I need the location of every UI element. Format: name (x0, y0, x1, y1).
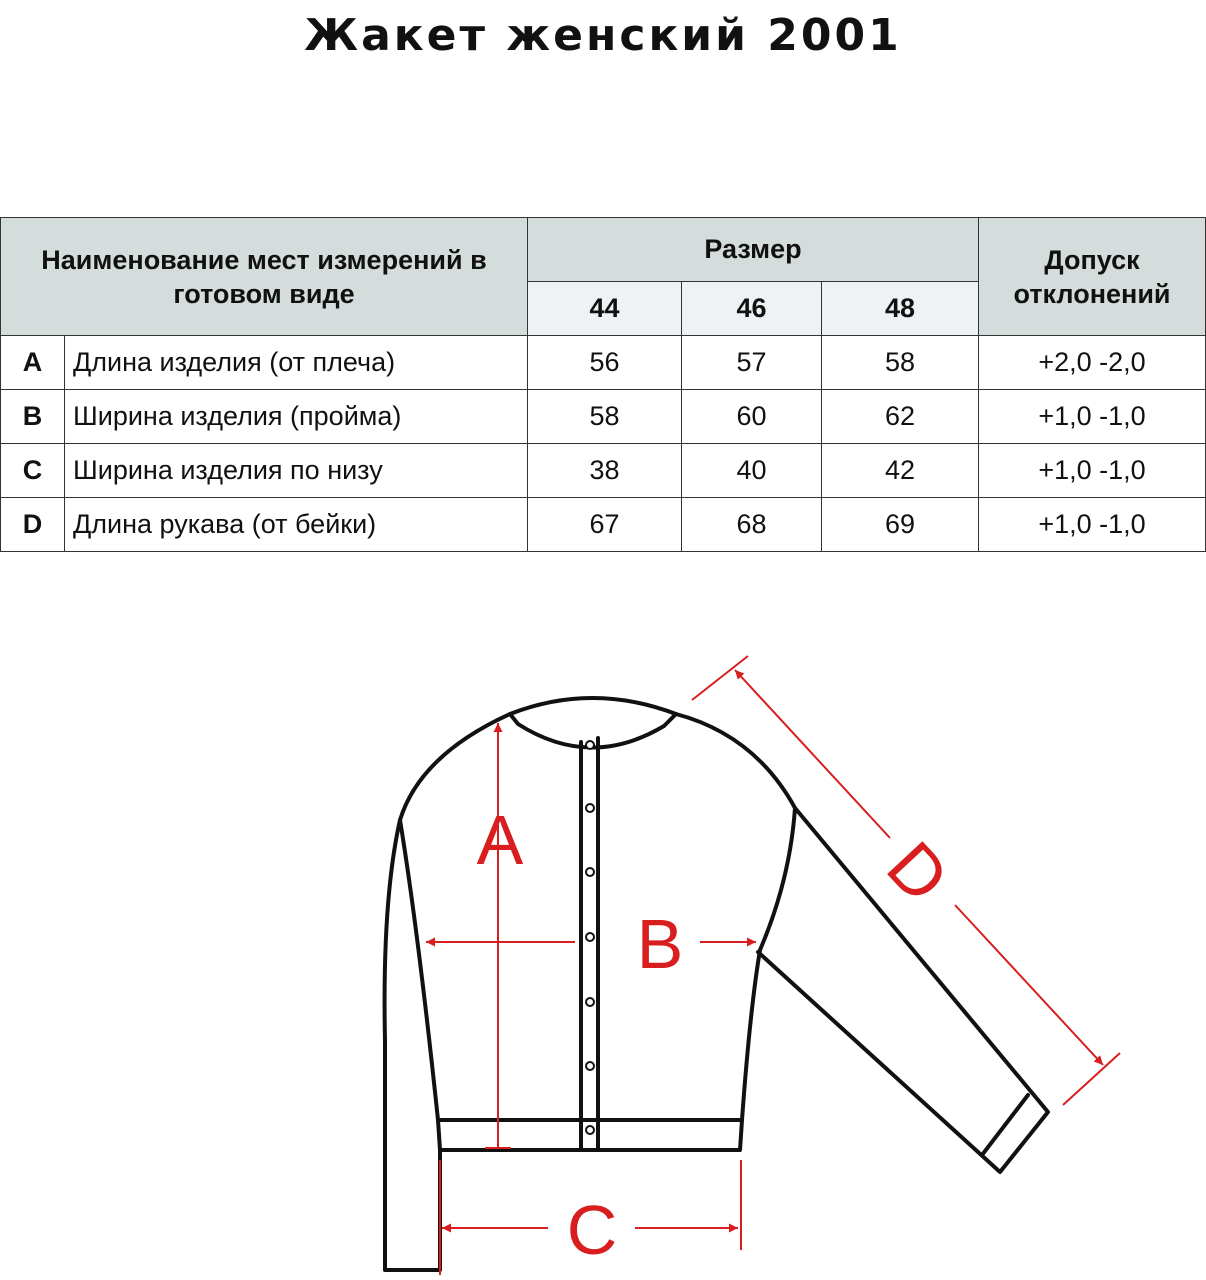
jacket-outline (385, 698, 1048, 1270)
jacket-measurement-diagram (0, 600, 1206, 1280)
header-size-48: 48 (822, 282, 979, 336)
table-row (1, 336, 1206, 390)
row-tolerance: +1,0 -1,0 (979, 444, 1206, 498)
button-icon (586, 933, 594, 941)
header-measurement-name: Наименование мест измерений в готовом виде (1, 218, 528, 336)
row-value: 62 (822, 390, 979, 444)
page-title: Жакет женский 2001 (304, 10, 902, 61)
measure-d-ext-top (692, 656, 748, 700)
row-value: 40 (682, 444, 822, 498)
row-name: Длина изделия (от плеча) (65, 336, 528, 390)
row-value: 38 (528, 444, 682, 498)
row-value: 42 (822, 444, 979, 498)
row-value: 58 (822, 336, 979, 390)
row-value: 58 (528, 390, 682, 444)
row-tolerance: +1,0 -1,0 (979, 390, 1206, 444)
row-name: Длина рукава (от бейки) (65, 498, 528, 552)
button-icon (586, 998, 594, 1006)
measure-d-ext-bottom (1063, 1053, 1120, 1105)
size-chart-table (0, 217, 1206, 552)
row-value: 56 (528, 336, 682, 390)
row-tolerance: +1,0 -1,0 (979, 498, 1206, 552)
button-icon (586, 1126, 594, 1134)
row-value: 57 (682, 336, 822, 390)
button-icon (586, 741, 594, 749)
measure-d-lower (955, 905, 1103, 1065)
button-icon (586, 868, 594, 876)
header-size-44: 44 (528, 282, 682, 336)
header-tolerance: Допуск отклонений (979, 218, 1206, 336)
row-letter: C (1, 444, 65, 498)
measure-label-d: D (872, 826, 964, 918)
buttons (586, 741, 594, 1134)
measure-d-upper (735, 670, 890, 838)
table-row (1, 390, 1206, 444)
header-size-46: 46 (682, 282, 822, 336)
row-value: 67 (528, 498, 682, 552)
measure-label-b: B (636, 905, 684, 983)
table-row (1, 498, 1206, 552)
row-letter: A (1, 336, 65, 390)
row-name: Ширина изделия по низу (65, 444, 528, 498)
table-row (1, 444, 1206, 498)
row-value: 60 (682, 390, 822, 444)
row-letter: D (1, 498, 65, 552)
row-tolerance: +2,0 -2,0 (979, 336, 1206, 390)
button-icon (586, 1062, 594, 1070)
row-value: 68 (682, 498, 822, 552)
row-name: Ширина изделия (пройма) (65, 390, 528, 444)
header-size: Размер (528, 218, 979, 282)
row-value: 69 (822, 498, 979, 552)
button-icon (586, 804, 594, 812)
collar (510, 698, 676, 748)
measure-label-a: A (476, 801, 524, 879)
measure-label-c: C (566, 1191, 618, 1269)
row-letter: B (1, 390, 65, 444)
